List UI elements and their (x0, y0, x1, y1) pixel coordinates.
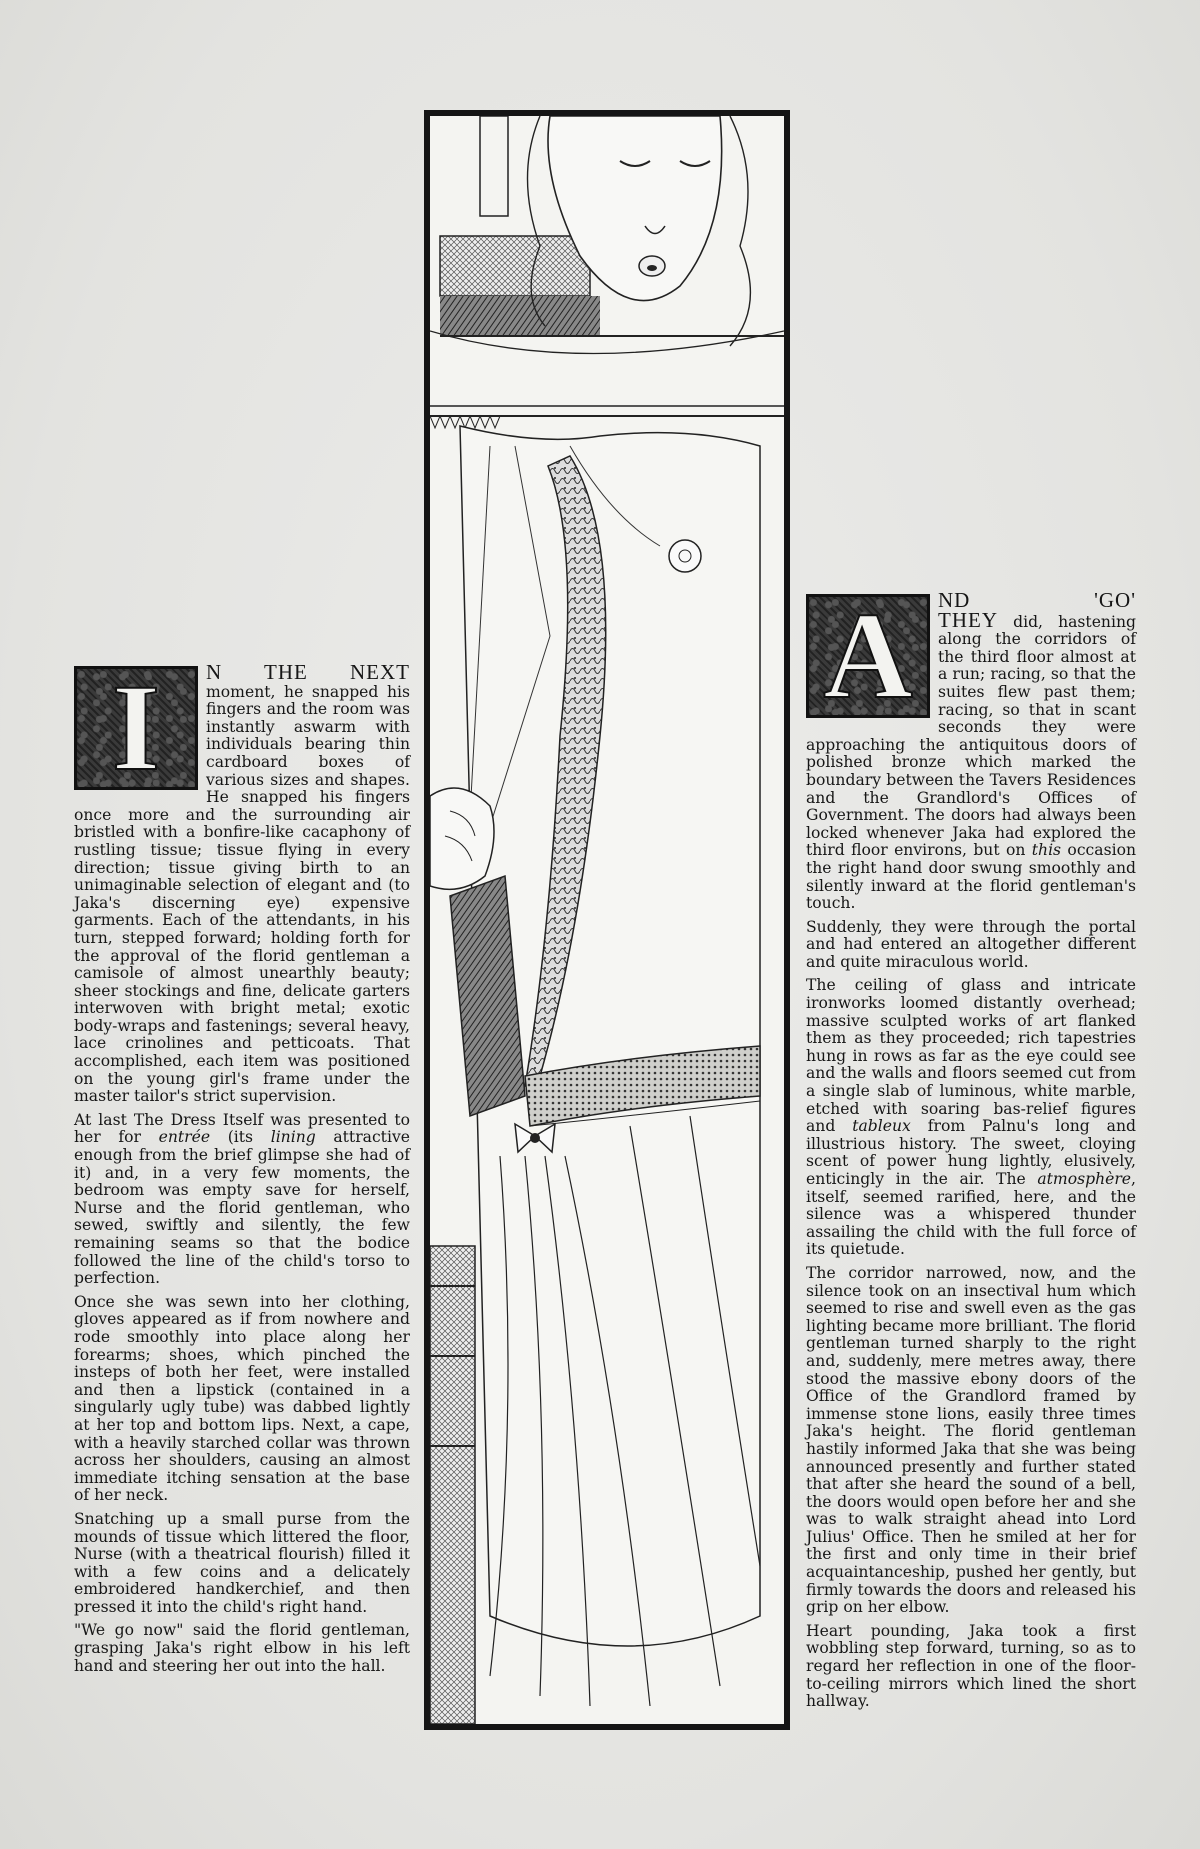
text-run: At last The Dress Itself was presented to her for (74, 1110, 410, 1147)
right-text-column (806, 587, 1137, 1717)
italic-run: atmosphère (1037, 1170, 1132, 1188)
right-paragraph-2: Suddenly, they were through the portal and had entered an altogether different and quite miraculous world. (806, 917, 1136, 971)
dress-illustration (430, 116, 784, 1724)
text-run: attractive enough from the brief glimpse she had of it) and, in a very few moments, the bedroom was empty save for herself, Nurse and the florid gentleman, who sewed, swiftly and silently, the few remaining seams so that the bodice followed the line of the child's torso to perfection. (74, 1128, 410, 1288)
dropcap-a (806, 587, 930, 724)
italic-run: lining (270, 1128, 316, 1147)
left-paragraph-2 (74, 1112, 410, 1288)
right-paragraph-3 (806, 977, 1136, 1259)
text-run: , itself, seemed rarified, here, and the silence was a whispered thunder assailing the child with the full force of its quietude. (806, 1170, 1136, 1259)
left-paragraph-3: Once she was sewn into her clothing, gloves appeared as if from nowhere and rode smoothly into place along her forearms; shoes, which pinched the insteps of both her feet, were installed and then a lipstick (contained in a singularly ugly tube) was dabbed lightly at her top and bottom lips. Next, a cape, with a heavily starched collar was thrown across her shoulders, causing an almost immediate itching sensation at the base of her neck. (74, 1292, 410, 1505)
text-run: from Palnu's long and illustrious history. The sweet, cloying scent of power hung lightly, elusively, enticingly in the air. The (806, 1117, 1137, 1188)
dropcap-i (74, 659, 198, 796)
text-run: did, hastening along the corridors of the third floor almost at a run; racing, so that the suites flew past them; racing, so that in scant seconds they were approaching the antiquitous doors of polished bronze which marked the boundary between the Tavers Residences and the Grandlord's Offices of Government. The doors had always been locked whenever Jaka had explored the third floor environs, but on (806, 612, 1136, 860)
left-text-column (74, 659, 410, 1681)
text-run: (its (210, 1128, 271, 1147)
text-run: occasion the right hand door swung smoothly and silently inward at the florid gentleman's touch. (806, 841, 1137, 913)
italic-run: entrée (158, 1128, 211, 1147)
right-paragraph-4: The corridor narrowed, now, and the silence took on an insectival hum which seemed to rise and swell even as the gas lighting became more brilliant. The florid gentleman turned sharply to the right and, suddenly, mere metres away, there stood the massive ebony doors of the Office of the Grandlord framed by immense stone lions, easily three times Jaka's height. The florid gentleman hastily informed Jaka that she was being announced presently and further stated that after she heard the sound of a bell, the doors would open before her and she was to walk straight ahead into Lord Julius' Office. Then he smiled at her for the first and only time in their brief acquaintanceship, pushed her gently, but firmly towards the doors and released his grip on her elbow. (806, 1263, 1136, 1617)
dropcap-letter: I (111, 659, 161, 796)
paragraph-text: moment, he snapped his fingers and the room was instantly aswarm with individuals bearing thin cardboard boxes of various sizes and shapes. He snapped his fingers once more and the surrounding air bristled with a bonfire-like cacaphony of rustling tissue; tissue flying in every direction; tissue giving birth to an unimaginable selection of elegant and (to Jaka's discerning eye) expensive garments. Each of the attendants, in his turn, stepped forward; holding forth for the approval of the florid gentleman a camisole of almost unearthly beauty; sheer stockings and fine, delicate garters interwoven with bright metal; exotic body-wraps and fastenings; several heavy, lace crinolines and petticoats. That accomplished, each item was positioned on the young girl's frame under the master tailor's strict supervision. (74, 682, 410, 1106)
dropcap-letter: A (823, 587, 913, 724)
italic-run: this (1031, 841, 1062, 860)
lead-words: ND 'GO' THEY (938, 588, 1136, 632)
illustration-panel (424, 110, 790, 1730)
left-paragraph-5: "We go now" said the florid gentleman, grasping Jaka's right elbow in his left hand and steering her out into the hall. (74, 1621, 410, 1675)
italic-run: tableux (852, 1117, 911, 1136)
right-paragraph-5: Heart pounding, Jaka took a first wobbling step forward, turning, so as to regard her reflection in one of the floor-to-ceiling mirrors which lined the short hallway. (806, 1621, 1136, 1711)
text-run: The ceiling of glass and intricate ironworks loomed distantly overhead; massive sculpted works of art flanked them as they proceeded; rich tapestries hung in rows as far as the eye could see and the walls and floors seemed cut from a single slab of luminous, white marble, etched with soaring bas-relief figures and (806, 976, 1136, 1136)
left-paragraph-4: Snatching up a small purse from the mounds of tissue which littered the floor, Nurse (with a theatrical flourish) filled it with a few coins and a delicately embroidered handkerchief, and then pressed it into the child's right hand. (74, 1509, 410, 1616)
lead-words: N THE NEXT (206, 660, 410, 684)
